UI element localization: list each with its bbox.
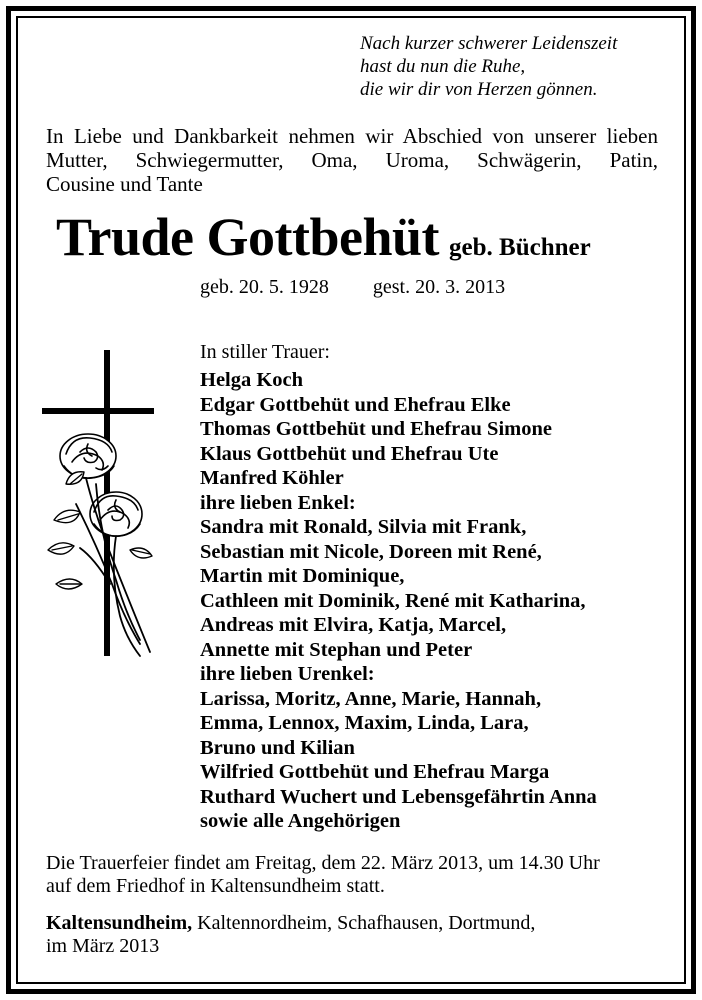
mourner-entry: Thomas Gottbehüt und Ehefrau Simone [200, 418, 552, 440]
mourner-entry: Sebastian mit Nicole, Doreen mit René, [200, 540, 542, 563]
mourners-heading: In stiller Trauer: [200, 341, 330, 363]
mourners-block [200, 340, 660, 834]
places-line [46, 912, 666, 935]
mourner-entry: Klaus Gottbehüt und Ehefrau Ute [200, 442, 499, 465]
cross-with-roses-icon [36, 344, 154, 664]
mourner-entry: Emma, Lennox, Maxim, Linda, Lara, [200, 712, 529, 734]
birth-name: geb. Büchner [449, 234, 591, 261]
poem [360, 32, 660, 101]
intro-text [46, 124, 658, 196]
mourner-entry: Martin mit Dominique, [200, 565, 405, 587]
life-dates [200, 276, 505, 299]
intro-line: Mutter, Schwiegermutter, Oma, Uroma, Schwägerin, Patin, [46, 148, 658, 172]
other-towns: Kaltennordheim, Schafhausen, Dortmund, [192, 912, 536, 934]
intro-line: Cousine und Tante [46, 172, 203, 196]
mourner-entry: Larissa, Moritz, Anne, Marie, Hannah, [200, 687, 542, 710]
main-town: Kaltensundheim, [46, 912, 193, 934]
place-and-date [46, 912, 666, 958]
mourner-entry: ihre lieben Enkel: [200, 491, 356, 514]
mourner-entry: Bruno und Kilian [200, 736, 355, 759]
poem-line: die wir dir von Herzen gönnen. [360, 79, 598, 100]
mourner-entry: Wilfried Gottbehüt und Ehefrau Marga [200, 761, 550, 783]
deceased-name-row [56, 206, 656, 268]
mourner-entry: ihre lieben Urenkel: [200, 663, 375, 685]
death-date: gest. 20. 3. 2013 [372, 276, 506, 298]
birth-date: geb. 20. 5. 1928 [200, 276, 329, 298]
mourner-entry: Andreas mit Elvira, Katja, Marcel, [200, 614, 507, 636]
mourner-entry: Cathleen mit Dominik, René mit Katharina, [200, 589, 586, 612]
mourner-entry: Edgar Gottbehüt und Ehefrau Elke [200, 393, 511, 416]
mourner-entry: Annette mit Stephan und Peter [200, 638, 473, 661]
deceased-name: Trude Gottbehüt [56, 207, 440, 267]
mourners-list [200, 368, 660, 834]
intro-line: In Liebe und Dankbarkeit nehmen wir Abschied von unserer lieben [46, 124, 658, 148]
poem-line: Nach kurzer schwerer Leidenszeit [360, 33, 618, 54]
mourner-entry: sowie alle Angehörigen [200, 810, 401, 832]
mourner-entry: Ruthard Wuchert und Lebensgefährtin Anna [200, 785, 597, 808]
notice-date: im März 2013 [46, 935, 160, 957]
poem-line: hast du nun die Ruhe, [360, 56, 526, 77]
funeral-line: auf dem Friedhof in Kaltensundheim statt. [46, 875, 385, 897]
funeral-notice [46, 852, 666, 898]
mourner-entry: Sandra mit Ronald, Silvia mit Frank, [200, 516, 527, 538]
funeral-line: Die Trauerfeier findet am Freitag, dem 22. März 2013, um 14.30 Uhr [46, 852, 600, 874]
mourner-entry: Helga Koch [200, 369, 304, 391]
mourner-entry: Manfred Köhler [200, 467, 344, 489]
